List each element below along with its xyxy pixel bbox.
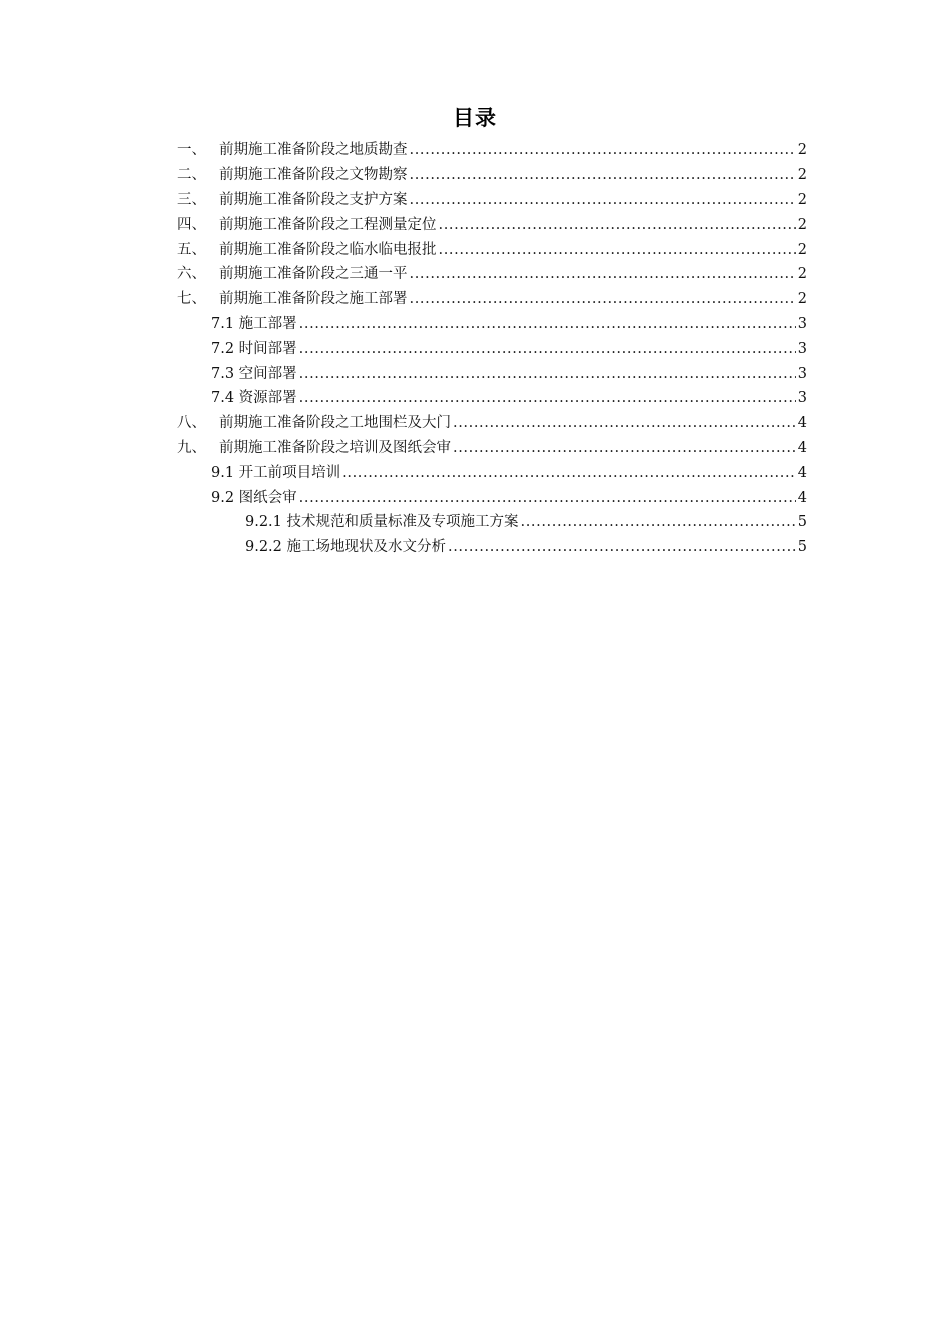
toc-entry-text: 前期施工准备阶段之工程测量定位 (219, 217, 437, 233)
toc-entry-number: 一、 (177, 142, 206, 158)
toc-entry-text: 前期施工准备阶段之地质勘查 (219, 142, 408, 158)
dot-leader (439, 213, 796, 237)
dot-leader (448, 535, 796, 559)
toc-entry-text: 前期施工准备阶段之临水临电报批 (219, 242, 437, 258)
toc-entry-text: 7.3 空间部署 (211, 366, 297, 382)
toc-entry-page: 2 (797, 291, 807, 307)
toc-entry-5[interactable] (177, 238, 807, 262)
toc-entry-3[interactable] (177, 188, 807, 212)
toc-entry-6[interactable] (177, 262, 807, 286)
toc-entry-number: 九、 (177, 440, 206, 456)
toc-title: 目录 (453, 106, 497, 130)
toc-entry-number: 三、 (177, 192, 206, 208)
toc-entry-page: 3 (797, 341, 807, 357)
toc-entry-page: 3 (797, 366, 807, 382)
toc-entry-7-2[interactable] (211, 337, 807, 361)
toc-entry-text: 前期施工准备阶段之三通一平 (219, 266, 408, 282)
toc-entry-text: 前期施工准备阶段之支护方案 (219, 192, 408, 208)
toc-entry-text: 前期施工准备阶段之培训及图纸会审 (219, 440, 451, 456)
toc-entry-9-2-2[interactable] (245, 535, 807, 559)
dot-leader (521, 510, 796, 534)
toc-entry-7-4[interactable] (211, 386, 807, 410)
toc-entry-text: 9.2.1 技术规范和质量标准及专项施工方案 (245, 514, 519, 530)
toc-entry-number: 五、 (177, 242, 206, 258)
toc-entry-number: 四、 (177, 217, 206, 233)
toc-entry-9[interactable] (177, 436, 807, 460)
toc-entry-9-2-1[interactable] (245, 510, 807, 534)
toc-entry-9-1[interactable] (211, 461, 807, 485)
toc-entry-4[interactable] (177, 213, 807, 237)
toc-entry-page: 2 (797, 217, 807, 233)
dot-leader (410, 163, 796, 187)
toc-entry-text: 9.2.2 施工场地现状及水文分析 (245, 539, 447, 555)
toc-entry-page: 2 (797, 242, 807, 258)
toc-entry-page: 4 (797, 490, 807, 506)
dot-leader (410, 287, 796, 311)
toc-entry-text: 7.2 时间部署 (211, 341, 297, 357)
dot-leader (410, 262, 796, 286)
toc-entry-page: 3 (797, 316, 807, 332)
toc-entry-text: 9.1 开工前项目培训 (211, 465, 341, 481)
toc-entry-9-2[interactable] (211, 486, 807, 510)
dot-leader (439, 238, 796, 262)
toc-entry-text: 前期施工准备阶段之文物勘察 (219, 167, 408, 183)
toc-entry-7-1[interactable] (211, 312, 807, 336)
toc-entry-page: 3 (797, 390, 807, 406)
dot-leader (299, 486, 796, 510)
toc-entry-page: 2 (797, 167, 807, 183)
toc-entry-number: 七、 (177, 291, 206, 307)
dot-leader (299, 386, 796, 410)
toc-entry-1[interactable] (177, 138, 807, 162)
toc-entry-page: 4 (797, 415, 807, 431)
toc-entry-page: 2 (797, 192, 807, 208)
toc-entry-page: 5 (797, 539, 807, 555)
toc-entry-number: 六、 (177, 266, 206, 282)
toc-entry-text: 9.2 图纸会审 (211, 490, 297, 506)
dot-leader (410, 188, 796, 212)
toc-entry-number: 八、 (177, 415, 206, 431)
toc-entry-text: 7.1 施工部署 (211, 316, 297, 332)
toc-entry-7[interactable] (177, 287, 807, 311)
dot-leader (299, 362, 796, 386)
toc-entry-page: 4 (797, 465, 807, 481)
toc-entry-number: 二、 (177, 167, 206, 183)
toc-entry-7-3[interactable] (211, 362, 807, 386)
dot-leader (453, 436, 796, 460)
dot-leader (410, 138, 796, 162)
toc-entry-text: 前期施工准备阶段之施工部署 (219, 291, 408, 307)
toc-entry-text: 前期施工准备阶段之工地围栏及大门 (219, 415, 451, 431)
dot-leader (342, 461, 796, 485)
toc-entry-text: 7.4 资源部署 (211, 390, 297, 406)
toc-entry-page: 2 (797, 142, 807, 158)
dot-leader (299, 312, 796, 336)
toc-entry-page: 5 (797, 514, 807, 530)
toc-entry-page: 2 (797, 266, 807, 282)
toc-entry-8[interactable] (177, 411, 807, 435)
toc-entry-page: 4 (797, 440, 807, 456)
dot-leader (299, 337, 796, 361)
toc-entry-2[interactable] (177, 163, 807, 187)
dot-leader (453, 411, 796, 435)
